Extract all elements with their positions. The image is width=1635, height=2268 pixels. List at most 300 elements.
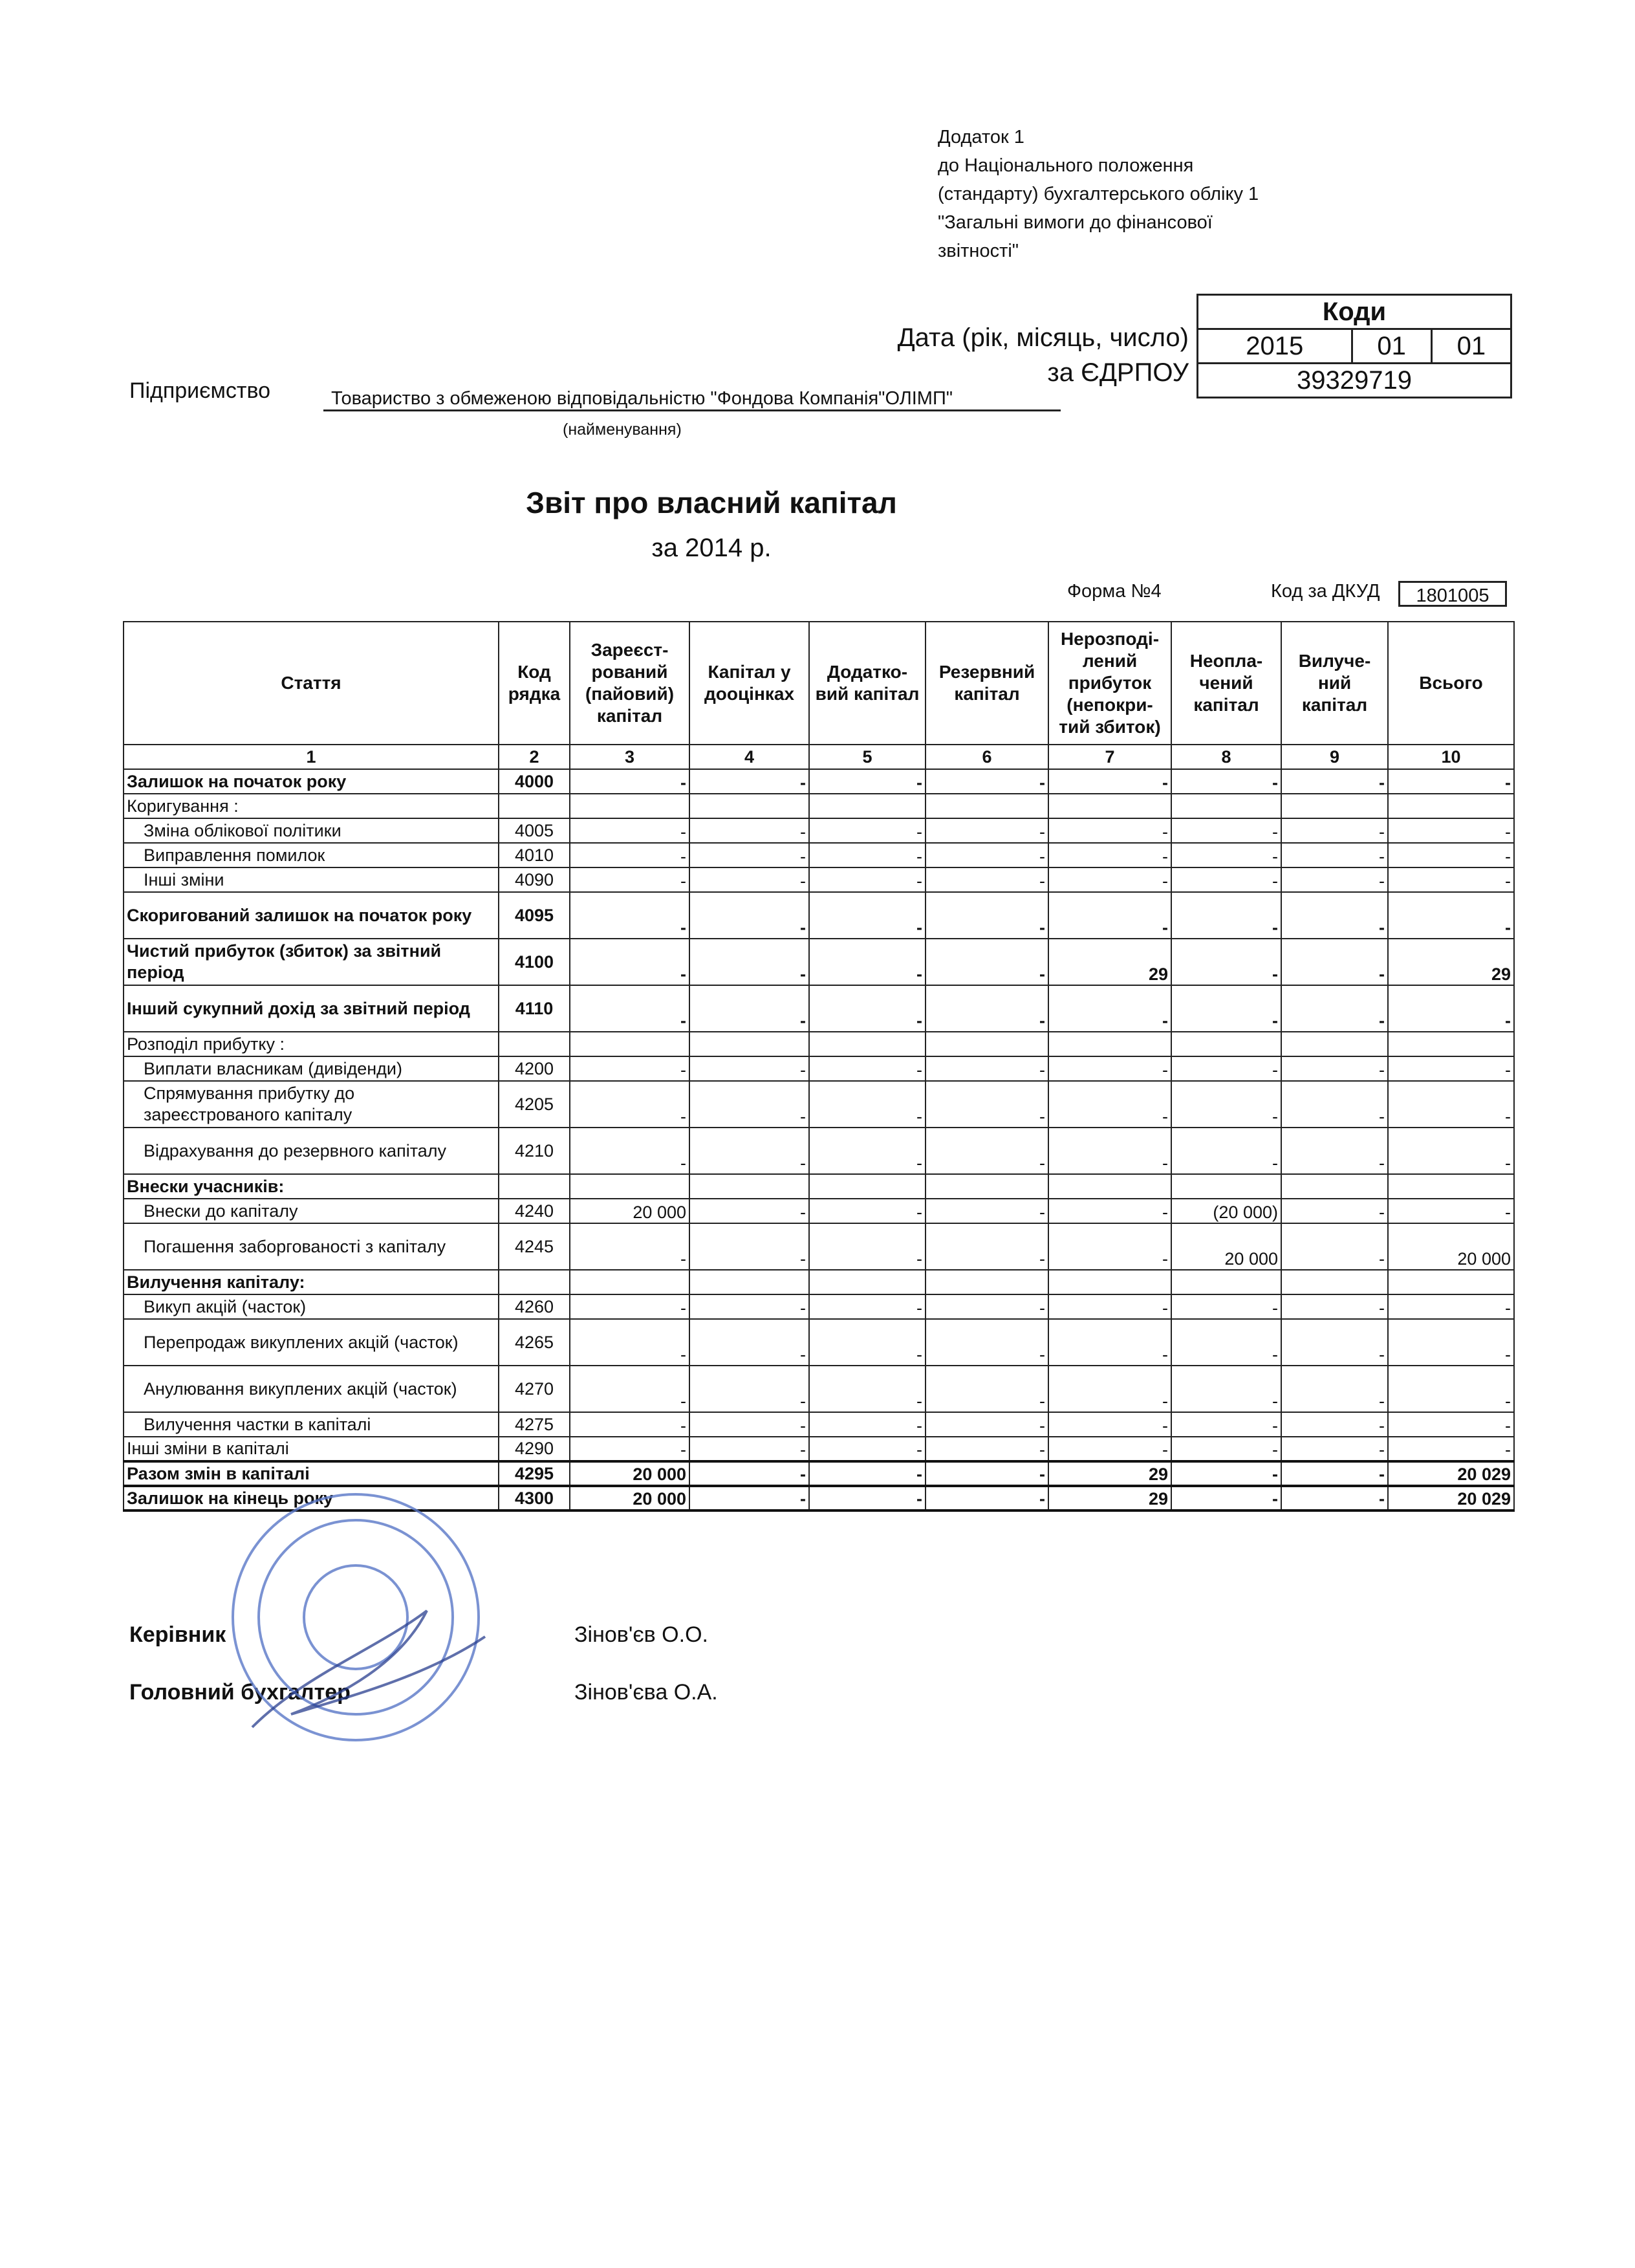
row-value: - — [1048, 1437, 1171, 1461]
row-value: - — [570, 1319, 689, 1366]
row-value: - — [1171, 818, 1281, 843]
row-value — [1281, 1032, 1388, 1056]
row-value: - — [1388, 1294, 1514, 1319]
row-value: - — [1388, 843, 1514, 867]
row-value: - — [570, 1128, 689, 1174]
row-value — [1281, 1270, 1388, 1294]
row-value: - — [689, 1128, 809, 1174]
col-header: Вилуче-ний капітал — [1281, 622, 1388, 745]
appendix-line: (стандарту) бухгалтерського обліку 1 — [938, 184, 1259, 204]
row-code: 4000 — [499, 769, 570, 794]
codes-table — [1196, 294, 1512, 398]
row-value: - — [1281, 1081, 1388, 1128]
director-name: Зінов'єв О.О. — [574, 1622, 708, 1647]
row-value: - — [1171, 1319, 1281, 1366]
row-value: - — [1388, 985, 1514, 1032]
row-value: - — [926, 1319, 1048, 1366]
table-row — [124, 939, 1514, 985]
row-value: - — [809, 1412, 926, 1437]
row-value: - — [1388, 1199, 1514, 1223]
row-value: - — [809, 1056, 926, 1081]
row-value: - — [1281, 1461, 1388, 1486]
col-header: Нерозподі-лений прибуток (непокри-тий збиток) — [1048, 622, 1171, 745]
row-value: - — [1048, 1223, 1171, 1270]
appendix-note — [938, 123, 1259, 265]
row-code: 4295 — [499, 1461, 570, 1486]
table-row — [124, 1223, 1514, 1270]
row-article: Перепродаж викуплених акцій (часток) — [124, 1319, 499, 1366]
row-value: - — [689, 843, 809, 867]
row-article: Анулювання викуплених акцій (часток) — [124, 1366, 499, 1412]
row-value: - — [1048, 843, 1171, 867]
row-code: 4290 — [499, 1437, 570, 1461]
row-value: - — [1388, 1128, 1514, 1174]
row-value: - — [570, 1294, 689, 1319]
row-article: Чистий прибуток (збиток) за звітний період — [124, 939, 499, 985]
row-value: - — [570, 1437, 689, 1461]
row-value: - — [926, 769, 1048, 794]
row-value: - — [570, 1223, 689, 1270]
table-row — [124, 1366, 1514, 1412]
row-value: - — [689, 1294, 809, 1319]
enterprise-label: Підприємство — [129, 378, 271, 403]
row-code: 4260 — [499, 1294, 570, 1319]
row-value: - — [689, 769, 809, 794]
row-value — [570, 1270, 689, 1294]
row-value: - — [926, 818, 1048, 843]
row-value: - — [1171, 769, 1281, 794]
row-value — [570, 794, 689, 818]
table-row — [124, 1032, 1514, 1056]
table-row — [124, 1199, 1514, 1223]
row-value — [809, 1174, 926, 1199]
row-value: - — [1171, 1412, 1281, 1437]
row-value — [1171, 794, 1281, 818]
row-value — [1281, 1174, 1388, 1199]
row-value: - — [1171, 843, 1281, 867]
row-article: Викуп акцій (часток) — [124, 1294, 499, 1319]
edrpou-label: за ЄДРПОУ — [1047, 358, 1189, 387]
row-value: - — [926, 843, 1048, 867]
row-value: - — [1171, 1366, 1281, 1412]
row-value: 29 — [1048, 939, 1171, 985]
row-value: 20 000 — [570, 1461, 689, 1486]
codes-header: Коди — [1198, 295, 1511, 329]
row-article: Спрямування прибутку до зареєстрованого капіталу — [124, 1081, 499, 1128]
row-value: - — [809, 1081, 926, 1128]
table-row — [124, 1174, 1514, 1199]
row-value — [689, 1032, 809, 1056]
row-value: - — [570, 1412, 689, 1437]
row-value: - — [926, 1437, 1048, 1461]
row-value — [1048, 794, 1171, 818]
row-value: - — [809, 1319, 926, 1366]
row-article: Скоригований залишок на початок року — [124, 892, 499, 939]
row-value: - — [1281, 843, 1388, 867]
row-code: 4100 — [499, 939, 570, 985]
row-value: - — [1281, 1412, 1388, 1437]
appendix-line: "Загальні вимоги до фінансової — [938, 212, 1213, 233]
row-article: Залишок на початок року — [124, 769, 499, 794]
table-row — [124, 1056, 1514, 1081]
col-number: 8 — [1171, 745, 1281, 769]
row-code: 4005 — [499, 818, 570, 843]
enterprise-name: Товариство з обмеженою відповідальністю "Фондова Компанія"ОЛІМП" — [323, 388, 1061, 411]
row-value: - — [809, 1366, 926, 1412]
row-value: - — [689, 1486, 809, 1510]
row-value: - — [809, 1461, 926, 1486]
row-value: - — [1171, 1437, 1281, 1461]
table-row — [124, 1319, 1514, 1366]
col-header: Зареєст-рований (пайовий) капітал — [570, 622, 689, 745]
row-value: - — [570, 892, 689, 939]
row-value: - — [926, 1412, 1048, 1437]
row-code: 4010 — [499, 843, 570, 867]
row-article: Внески учасників: — [124, 1174, 499, 1199]
date-label: Дата (рік, місяць, число) — [897, 323, 1189, 352]
row-value: - — [1171, 1461, 1281, 1486]
row-code: 4095 — [499, 892, 570, 939]
row-value: - — [809, 1199, 926, 1223]
appendix-line: Додаток 1 — [938, 127, 1024, 147]
row-value: - — [926, 892, 1048, 939]
row-value: - — [1281, 1056, 1388, 1081]
col-number: 10 — [1388, 745, 1514, 769]
row-code: 4110 — [499, 985, 570, 1032]
enterprise-caption: (найменування) — [563, 420, 682, 439]
row-value: - — [689, 1319, 809, 1366]
table-row — [124, 1128, 1514, 1174]
row-value — [689, 1270, 809, 1294]
codes-day: 01 — [1431, 329, 1511, 364]
col-number: 6 — [926, 745, 1048, 769]
row-code — [499, 1174, 570, 1199]
row-article: Інші зміни в капіталі — [124, 1437, 499, 1461]
table-row — [124, 1081, 1514, 1128]
row-value: - — [926, 867, 1048, 892]
col-number: 9 — [1281, 745, 1388, 769]
codes-month: 01 — [1352, 329, 1431, 364]
row-value: - — [809, 939, 926, 985]
row-value: - — [570, 939, 689, 985]
col-header: Код рядка — [499, 622, 570, 745]
row-value: 20 000 — [1171, 1223, 1281, 1270]
row-value: 20 000 — [570, 1199, 689, 1223]
appendix-line: звітності" — [938, 241, 1019, 261]
row-value: - — [1281, 1128, 1388, 1174]
row-value: - — [1281, 1366, 1388, 1412]
row-value: - — [926, 1128, 1048, 1174]
col-number: 4 — [689, 745, 809, 769]
row-code: 4300 — [499, 1486, 570, 1510]
row-article: Інші зміни — [124, 867, 499, 892]
row-article: Зміна облікової політики — [124, 818, 499, 843]
col-number: 2 — [499, 745, 570, 769]
row-value: - — [1048, 867, 1171, 892]
row-value: - — [1388, 892, 1514, 939]
row-value: - — [1171, 867, 1281, 892]
row-code: 4245 — [499, 1223, 570, 1270]
equity-table — [123, 621, 1515, 1512]
row-value: - — [926, 939, 1048, 985]
row-value: - — [1048, 1081, 1171, 1128]
row-value: - — [926, 1486, 1048, 1510]
row-value: - — [1388, 1437, 1514, 1461]
row-value: - — [1281, 1437, 1388, 1461]
table-row — [124, 794, 1514, 818]
row-value — [1281, 794, 1388, 818]
row-value: - — [809, 818, 926, 843]
row-value: 20 000 — [570, 1486, 689, 1510]
accountant-name: Зінов'єва О.А. — [574, 1680, 718, 1705]
row-value: - — [1281, 769, 1388, 794]
row-article: Виправлення помилок — [124, 843, 499, 867]
row-value: - — [1171, 1294, 1281, 1319]
row-value: - — [809, 1437, 926, 1461]
appendix-line: до Національного положення — [938, 155, 1194, 176]
report-title: Звіт про власний капітал — [526, 486, 897, 519]
table-row — [124, 769, 1514, 794]
table-row — [124, 892, 1514, 939]
row-value: - — [570, 867, 689, 892]
row-value: - — [689, 867, 809, 892]
row-value: - — [1171, 1128, 1281, 1174]
row-value: - — [570, 1081, 689, 1128]
row-value: - — [809, 867, 926, 892]
row-value: - — [1048, 985, 1171, 1032]
row-value: - — [809, 1294, 926, 1319]
row-article: Виплати власникам (дивіденди) — [124, 1056, 499, 1081]
row-value: - — [1388, 1412, 1514, 1437]
row-article: Розподіл прибутку : — [124, 1032, 499, 1056]
row-value: - — [1048, 1128, 1171, 1174]
row-article: Залишок на кінець року — [124, 1486, 499, 1510]
table-row — [124, 843, 1514, 867]
row-value: - — [926, 1461, 1048, 1486]
row-article: Відрахування до резервного капіталу — [124, 1128, 499, 1174]
row-value: 20 029 — [1388, 1461, 1514, 1486]
row-value: - — [1171, 892, 1281, 939]
row-code — [499, 794, 570, 818]
table-row — [124, 1294, 1514, 1319]
row-value: - — [1048, 818, 1171, 843]
col-header: Резервний капітал — [926, 622, 1048, 745]
row-value: - — [689, 1461, 809, 1486]
row-code: 4275 — [499, 1412, 570, 1437]
row-code: 4240 — [499, 1199, 570, 1223]
row-value: - — [1388, 769, 1514, 794]
row-value: - — [1048, 769, 1171, 794]
row-value: - — [1048, 1294, 1171, 1319]
row-value: 29 — [1388, 939, 1514, 985]
row-code: 4200 — [499, 1056, 570, 1081]
row-value — [1388, 1032, 1514, 1056]
row-value: - — [689, 1223, 809, 1270]
row-value: - — [689, 1056, 809, 1081]
row-value: - — [1048, 1412, 1171, 1437]
row-value — [809, 794, 926, 818]
col-header: Капітал у дооцінках — [689, 622, 809, 745]
row-value: - — [1171, 1486, 1281, 1510]
row-article: Вилучення частки в капіталі — [124, 1412, 499, 1437]
row-value: 20 000 — [1388, 1223, 1514, 1270]
table-row — [124, 1437, 1514, 1461]
codes-year: 2015 — [1198, 329, 1352, 364]
row-value — [926, 1174, 1048, 1199]
row-value — [1048, 1174, 1171, 1199]
row-value: - — [689, 1199, 809, 1223]
row-value: - — [1171, 985, 1281, 1032]
col-header: Стаття — [124, 622, 499, 745]
row-article: Погашення заборгованості з капіталу — [124, 1223, 499, 1270]
report-period: за 2014 р. — [651, 534, 772, 562]
row-value: - — [809, 892, 926, 939]
row-value: - — [689, 939, 809, 985]
row-value: 29 — [1048, 1486, 1171, 1510]
col-header: Всього — [1388, 622, 1514, 745]
row-value: - — [570, 1366, 689, 1412]
row-value: - — [689, 985, 809, 1032]
company-seal — [213, 1481, 511, 1753]
table-row — [124, 1270, 1514, 1294]
dkud-code: 1801005 — [1398, 581, 1507, 607]
row-value — [570, 1174, 689, 1199]
table-row — [124, 985, 1514, 1032]
row-value: - — [809, 1128, 926, 1174]
row-value: - — [1281, 985, 1388, 1032]
row-value: - — [926, 1199, 1048, 1223]
row-value — [926, 794, 1048, 818]
row-value: - — [570, 843, 689, 867]
row-value: - — [1281, 1223, 1388, 1270]
row-value: - — [570, 985, 689, 1032]
row-value: - — [689, 892, 809, 939]
row-value — [1048, 1270, 1171, 1294]
row-value — [809, 1032, 926, 1056]
row-value: - — [1388, 1366, 1514, 1412]
row-value: - — [1281, 1199, 1388, 1223]
row-value: - — [570, 818, 689, 843]
row-value: - — [689, 818, 809, 843]
row-value: - — [809, 1486, 926, 1510]
codes-edrpou: 39329719 — [1198, 364, 1511, 398]
row-value: - — [570, 1056, 689, 1081]
row-value — [809, 1270, 926, 1294]
row-value — [1388, 1270, 1514, 1294]
director-label: Керівник — [129, 1622, 226, 1647]
row-value: - — [926, 1081, 1048, 1128]
row-value: - — [1388, 1081, 1514, 1128]
row-article: Разом змін в капіталі — [124, 1461, 499, 1486]
row-article: Внески до капіталу — [124, 1199, 499, 1223]
table-row — [124, 1412, 1514, 1437]
row-value — [926, 1032, 1048, 1056]
table-row — [124, 867, 1514, 892]
dkud-label: Код за ДКУД — [1271, 581, 1380, 602]
col-header: Додатко-вий капітал — [809, 622, 926, 745]
row-value: - — [689, 1366, 809, 1412]
row-value: - — [1048, 1199, 1171, 1223]
row-article: Вилучення капіталу: — [124, 1270, 499, 1294]
row-value: - — [1281, 1319, 1388, 1366]
row-code: 4270 — [499, 1366, 570, 1412]
row-value: - — [1388, 1319, 1514, 1366]
col-number: 5 — [809, 745, 926, 769]
row-value — [689, 1174, 809, 1199]
row-value — [1388, 794, 1514, 818]
row-value: - — [809, 1223, 926, 1270]
row-value: - — [1048, 1056, 1171, 1081]
signature-scribble — [252, 1611, 485, 1727]
row-value — [926, 1270, 1048, 1294]
table-row — [124, 818, 1514, 843]
row-value: 20 029 — [1388, 1486, 1514, 1510]
row-code: 4265 — [499, 1319, 570, 1366]
row-code: 4090 — [499, 867, 570, 892]
row-value: - — [1048, 1319, 1171, 1366]
row-code: 4205 — [499, 1081, 570, 1128]
row-value: - — [1048, 892, 1171, 939]
col-number: 1 — [124, 745, 499, 769]
row-code — [499, 1270, 570, 1294]
row-value: - — [809, 985, 926, 1032]
row-value: - — [1388, 818, 1514, 843]
row-value — [689, 794, 809, 818]
row-value: - — [1388, 1056, 1514, 1081]
form-number: Форма №4 — [1067, 581, 1162, 602]
col-header: Неопла-чений капітал — [1171, 622, 1281, 745]
col-number: 7 — [1048, 745, 1171, 769]
row-article: Інший сукупний дохід за звітний період — [124, 985, 499, 1032]
row-value: - — [1281, 818, 1388, 843]
row-value: - — [926, 1294, 1048, 1319]
row-value: - — [1281, 939, 1388, 985]
row-value: - — [689, 1081, 809, 1128]
row-value — [1171, 1270, 1281, 1294]
row-value — [1171, 1174, 1281, 1199]
row-value: - — [1388, 867, 1514, 892]
col-number: 3 — [570, 745, 689, 769]
row-value: - — [809, 843, 926, 867]
row-value: - — [926, 1056, 1048, 1081]
row-value: 29 — [1048, 1461, 1171, 1486]
row-value: - — [1281, 1294, 1388, 1319]
row-value: - — [1048, 1366, 1171, 1412]
equity-table-body — [124, 769, 1514, 1510]
row-value: - — [689, 1437, 809, 1461]
row-value: - — [1171, 1056, 1281, 1081]
row-value: - — [570, 769, 689, 794]
row-value — [570, 1032, 689, 1056]
accountant-label: Головний бухгалтер — [129, 1680, 351, 1705]
row-value: - — [926, 1366, 1048, 1412]
row-code — [499, 1032, 570, 1056]
row-value — [1171, 1032, 1281, 1056]
row-value: - — [926, 1223, 1048, 1270]
row-value: - — [1281, 892, 1388, 939]
row-article: Коригування : — [124, 794, 499, 818]
row-value: - — [689, 1412, 809, 1437]
row-value: - — [809, 769, 926, 794]
row-value: - — [1281, 867, 1388, 892]
row-code: 4210 — [499, 1128, 570, 1174]
row-value — [1048, 1032, 1171, 1056]
row-value: - — [1171, 939, 1281, 985]
row-value: - — [926, 985, 1048, 1032]
row-value — [1388, 1174, 1514, 1199]
row-value: - — [1171, 1081, 1281, 1128]
row-value: - — [1281, 1486, 1388, 1510]
